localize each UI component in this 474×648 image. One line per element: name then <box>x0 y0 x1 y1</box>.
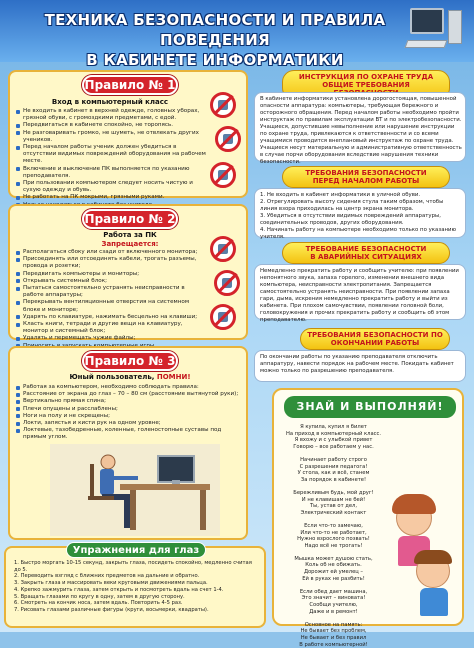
list-item: 4. Крепко зажмурить глаза, затем открыть и посмотреть вдаль на счет 1-4. <box>14 586 224 593</box>
monitor-stand <box>172 480 180 484</box>
rule2-list <box>16 249 202 350</box>
list-item: Класть книги, тетради и другие вещи на клавиатуру, монитор и системный блок; <box>16 321 202 335</box>
list-item: 3. Убедиться в отсутствии видимых повреждений аппаратуры, соединительных проводов, других оборудования. <box>260 213 441 226</box>
know-poem: Я купила, купил я билет На приход в компьютерный класс. Я вхожу и с улыбкой привет Говорю – все работаем у нас. Начинает работу строго С разрешения педагога! У стола, как и всё, станем За порядок в кабинете! Бережливым будь, мой друг! И не клавишам не бей! Ты, устав от дел, Электрический контакт Если что-то замечаю, Или что-то не работает, Нужно взрослого позвать! Надо всё не трогать! Мышка может душою стать, Коль об не обижать. Дорожит ей умелец – Ей в руках не разбить! Если обед дает машина, Это значит – виновата! Сообщи учителю, Даже и в ремонт! Основное на память: Не бывает без проблем, Не бывает и без правил В работе компьютерной! <box>286 424 382 648</box>
page-title <box>20 10 410 70</box>
rule1-title: Правило № 1 <box>82 75 178 95</box>
before-work-heading <box>282 166 450 188</box>
before-work-list <box>260 192 462 241</box>
before-work-panel <box>254 188 466 238</box>
no-games-icon <box>210 304 236 330</box>
rule3-subtitle-prefix: Юный пользователь, <box>69 373 155 381</box>
after-work-panel <box>254 350 466 382</box>
before-work-title-1: ТРЕБОВАНИЯ БЕЗОПАСНОСТИ <box>305 169 427 177</box>
keyboard-shape <box>405 40 448 48</box>
posture-illustration <box>50 444 220 536</box>
title-bar <box>0 0 474 69</box>
instruction-text: В кабинете информатики установлена дорогостоящая, повышенной опасности аппаратура: компьютеры, требующая бережного и осторожного обращения. Перед началом работы необходимо пройти инструктаж по правилам эксплуатации ВТ и по электробезопасности. Учащиеся, допустившие невыполнение или нарушение инструкции по охране труда, привлекаются к ответственности и со всеми учащимися проводится внеплановый инструктаж по охране труда. Учащиеся несут материальную и административную ответственность в случае порчи оборудования вследствие нарушения техники безопасности. <box>260 96 462 165</box>
person-arm <box>112 476 138 480</box>
person-shin <box>124 498 130 528</box>
list-item: Присоединять или отсоединять кабели, трогать разъемы, провода и розетки; <box>16 256 202 270</box>
rule2-title: Правило № 2 <box>82 209 178 229</box>
exercise-title: Упражнения для глаз <box>66 542 206 558</box>
list-item: 1. Быстро моргать 10-15 секунд, закрыть глаза, посидеть спокойно, медленно считая до 5. <box>14 560 252 573</box>
no-cables-icon <box>210 236 236 262</box>
list-item: Локтевые, тазобедренные, коленные, голеностопные суставы под прямым углом. <box>16 427 242 441</box>
list-item: Не разговаривать громко, не шуметь, не отвлекать других учеников. <box>16 130 206 144</box>
list-item: Не работать на ПК мокрыми, грязными руками. <box>16 194 206 201</box>
rule3-subtitle-accent: ПОМНИ! <box>156 373 191 381</box>
no-opening-icon <box>214 270 240 296</box>
before-work-title-2: ПЕРЕД НАЧАЛОМ РАБОТЫ <box>312 177 420 185</box>
list-item: Ударять по клавиатуре, нажимать бесцельно на клавиши; <box>16 314 202 321</box>
list-item: Включение и выключение ПК выполняется по указанию преподавателя. <box>16 166 206 180</box>
list-item: Локти, запястья и кисти рук на одном уровне; <box>16 420 242 427</box>
desk-icon <box>120 484 210 490</box>
list-item: Пытаться самостоятельно устранять неисправности в работе аппаратуры; <box>16 285 202 299</box>
list-item: При пользовании компьютером следует носить чистую и сухую одежду и обувь. <box>16 180 206 194</box>
exercise-panel <box>4 546 266 628</box>
rule2-panel <box>8 204 248 340</box>
list-item: 6. Смотреть на кончик носа, затем вдаль. Повторить 4-5 раз. <box>14 600 183 607</box>
list-item: Располагаться сбоку или сзади от включенного монитора; <box>16 249 202 256</box>
chair-back <box>90 464 94 498</box>
desk-leg <box>200 490 206 530</box>
person-head <box>101 455 115 469</box>
after-work-title-1: ТРЕБОВАНИЯ БЕЗОПАСНОСТИ ПО <box>307 331 443 339</box>
rule1-list <box>16 108 206 209</box>
monitor-icon <box>158 456 194 482</box>
title-line-1: ТЕХНИКА БЕЗОПАСНОСТИ И ПРАВИЛА ПОВЕДЕНИЯ <box>44 11 386 49</box>
list-item: 4. Начинать работу на компьютере необходимо только по указанию учителя. <box>260 227 457 240</box>
instruction-title-2: ОБЩИЕ ТРЕБОВАНИЯ <box>322 81 410 89</box>
emergency-panel <box>254 264 466 323</box>
rule3-list <box>16 384 242 442</box>
desk-leg <box>130 490 136 530</box>
instruction-panel <box>254 92 466 165</box>
person-torso <box>100 469 114 495</box>
rule1-subtitle: Вход в компьютерный класс <box>51 98 169 106</box>
title-line-2: В КАБИНЕТЕ ИНФОРМАТИКИ <box>86 51 344 69</box>
no-food-icon <box>210 92 236 118</box>
list-item: Перекрывать вентиляционные отверстия на системном блоке и мониторе; <box>16 299 202 313</box>
after-work-text: По окончании работы по указанию преподавателя отключить аппаратуру, навести порядок на рабочем месте. Покидать кабинет можно только по разрешению преподавателя. <box>260 354 454 374</box>
list-item: Открывать системный блок; <box>16 278 202 285</box>
know-panel <box>272 388 464 648</box>
list-item: Вертикально прямая спина; <box>16 398 242 405</box>
emergency-heading <box>282 242 450 264</box>
rule2-forbidden-label: Запрещается: <box>101 240 159 248</box>
boy-hair <box>414 550 452 564</box>
exercise-list <box>14 560 260 614</box>
list-item: 7. Рисовать глазами различные фигуры (круги, восьмерки, квадраты). <box>14 606 209 613</box>
list-item: Передвигать компьютеры и мониторы; <box>16 271 202 278</box>
after-work-heading <box>300 328 450 350</box>
emergency-title-1: ТРЕБОВАНИЕ БЕЗОПАСНОСТИ <box>305 245 427 253</box>
tower-shape <box>448 10 462 44</box>
computer-icon <box>404 6 468 56</box>
list-item: 2. Отрегулировать высоту сидения стула таким образом, чтобы линия взора приходилась на центр экрана монитора. <box>260 199 444 212</box>
rule3-title: Правило № 3 <box>82 351 178 371</box>
list-item: 1. Не входить в кабинет информатики в уличной обуви. <box>260 192 421 198</box>
list-item: Удалять и перемещать чужие файлы; <box>16 335 202 342</box>
no-wet-hands-icon <box>210 162 236 188</box>
list-item: Работая за компьютером, необходимо соблюдать правила: <box>16 384 242 391</box>
instruction-title-1: ИНСТРУКЦИЯ ПО ОХРАНЕ ТРУДА <box>298 73 434 81</box>
rule3-subtitle <box>30 373 230 381</box>
girl-hair <box>392 494 436 514</box>
no-running-icon <box>215 126 241 152</box>
list-item: Ноги на полу и не скрещены; <box>16 413 242 420</box>
list-item: 3. Закрыть глаза и массировать веки круговыми движениями пальца. <box>14 580 208 587</box>
know-title: ЗНАЙ И ВЫПОЛНЯЙ! <box>284 396 456 418</box>
emergency-title-2: В АВАРИЙНЫХ СИТУАЦИЯХ <box>310 253 422 261</box>
list-item: Плечи опущены и расслаблены; <box>16 406 242 413</box>
list-item: 5. Вращать глазами по кругу в одну, затем в другую сторону. <box>14 593 185 600</box>
after-work-title-2: ОКОНЧАНИИ РАБОТЫ <box>330 339 420 347</box>
monitor-shape <box>410 8 444 34</box>
rule2-subtitle: Работа за ПК <box>103 231 157 239</box>
emergency-text: Немедленно прекратить работу и сообщить учителю: при появлении непонятного звука, запаха горелого, изменении внешнего вида компьютера, неисправности электропитания. Запрещается самостоятельно устранять неисправности. При появлении запаха гари, дыма, искрения немедленно прекратить работу и выйти из кабинета. При плохом самочувствии, появлении головной боли, головокружения и прочих прекратить работу и сообщить об этом преподавателю. <box>260 268 459 323</box>
rule1-panel <box>8 70 248 201</box>
list-item: 2. Переводить взгляд с ближних предметов на дальние и обратно. <box>14 573 200 580</box>
rule3-panel <box>8 346 248 540</box>
list-item: Передвигаться в кабинете спокойно, не торопясь. <box>16 122 206 129</box>
list-item: Не входить в кабинет в верхней одежде, головных уборах, грязной обуви, с громоздкими предметами, с едой. <box>16 108 206 122</box>
list-item: Перед началом работы ученик должен убедиться в отсутствии видимых повреждений оборудования на рабочем месте. <box>16 144 206 166</box>
list-item: Расстояние от экрана до глаз – 70 – 80 см (расстояние вытянутой руки); <box>16 391 242 398</box>
boy-shirt <box>420 588 448 616</box>
